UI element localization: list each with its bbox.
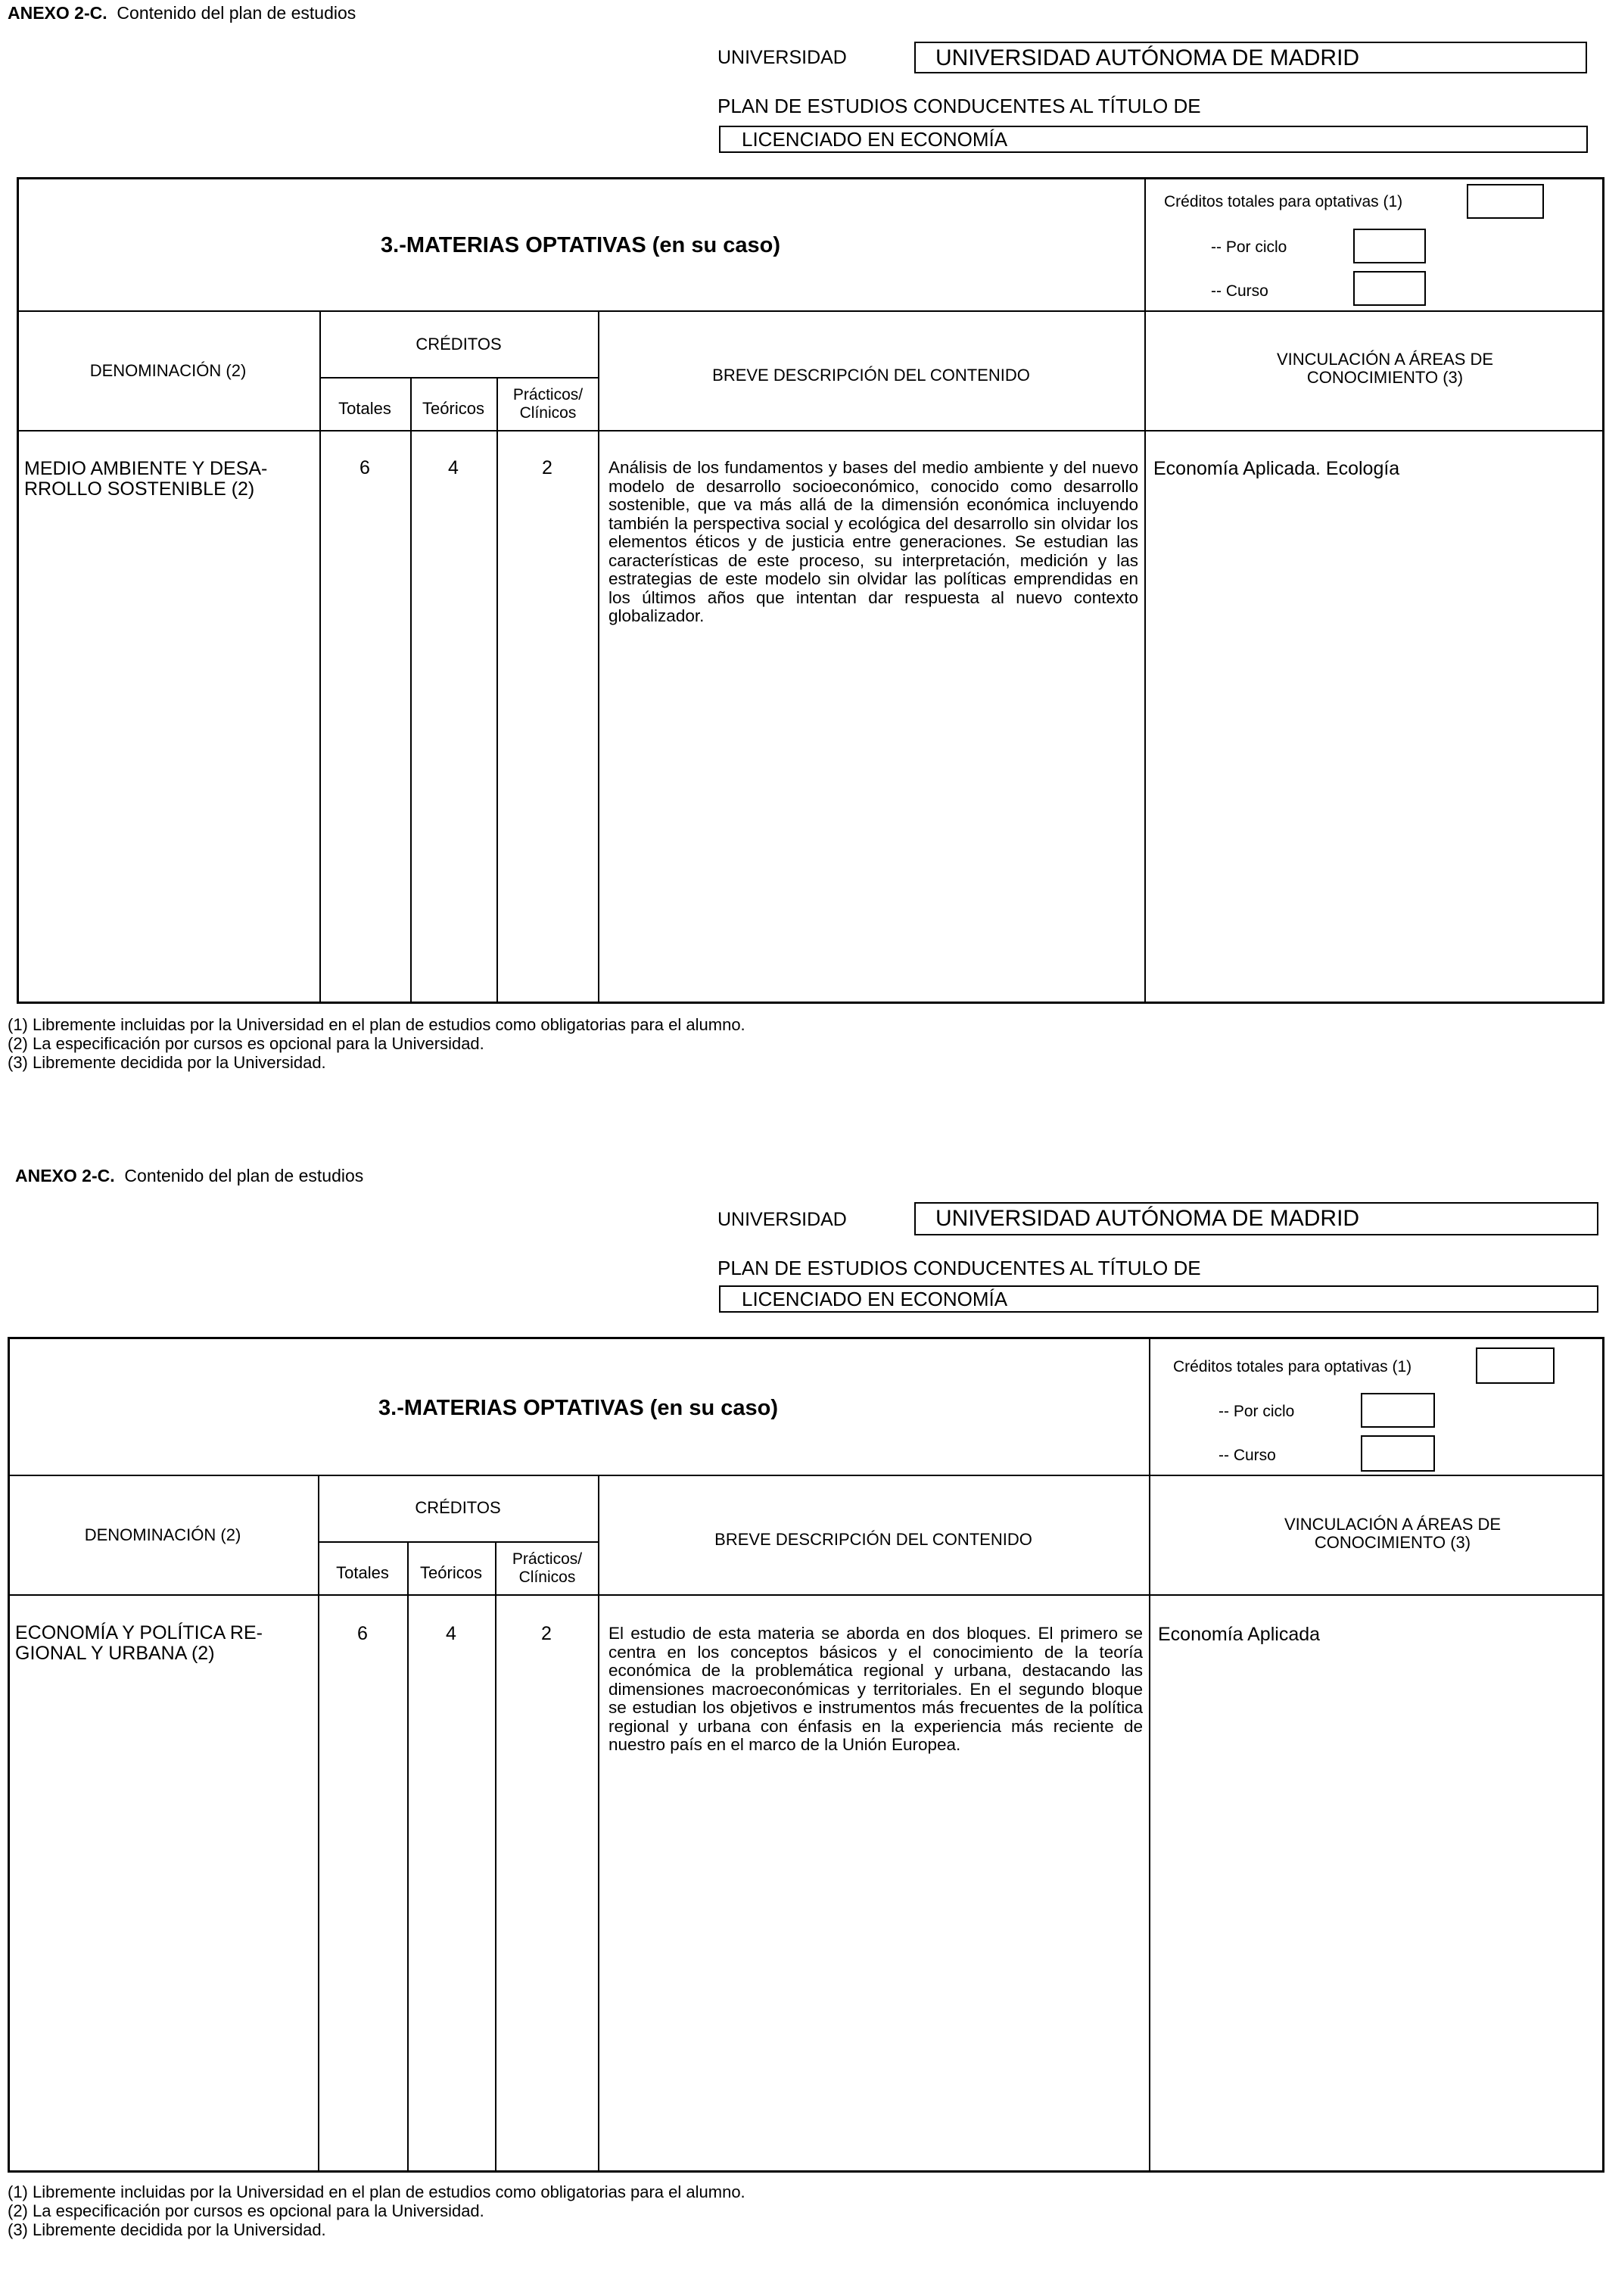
course-label: -- Curso bbox=[1219, 1447, 1276, 1464]
header-practical: Prácticos/ Clínicos bbox=[512, 386, 584, 422]
degree-box: LICENCIADO EN ECONOMÍA bbox=[719, 1285, 1598, 1313]
annex-heading bbox=[8, 3, 356, 23]
description-column-rule bbox=[598, 1475, 599, 2173]
header-bottom-rule bbox=[17, 430, 1604, 431]
header-theory: Teóricos bbox=[420, 1563, 482, 1582]
per-cycle-label: -- Por ciclo bbox=[1219, 1403, 1295, 1420]
section-title: 3.-MATERIAS OPTATIVAS (en su caso) bbox=[381, 233, 780, 257]
header-name: DENOMINACIÓN (2) bbox=[89, 361, 247, 380]
footnote-3: (3) Libremente decidida por la Universidad. bbox=[8, 2220, 326, 2239]
credits-total-label: Créditos totales para optativas (1) bbox=[1164, 193, 1403, 210]
course-box bbox=[1361, 1435, 1435, 1472]
per-cycle-box bbox=[1353, 229, 1426, 263]
header-practical: Prácticos/ Clínicos bbox=[512, 1550, 583, 1586]
header-areas: VINCULACIÓN A ÁREAS DE CONOCIMIENTO (3) bbox=[1284, 1515, 1502, 1552]
annex-label: ANEXO 2-C. bbox=[15, 1166, 115, 1185]
header-top-rule bbox=[17, 310, 1604, 312]
credits-total-box bbox=[1467, 184, 1544, 219]
header-theory: Teóricos bbox=[422, 399, 484, 418]
credits-theory: 4 bbox=[448, 457, 459, 478]
annex-label: ANEXO 2-C. bbox=[8, 3, 107, 23]
footnote-2: (2) La especificación por cursos es opcional para la Universidad. bbox=[8, 1034, 484, 1053]
knowledge-areas: Economía Aplicada bbox=[1158, 1624, 1321, 1645]
university-label: UNIVERSIDAD bbox=[717, 1209, 847, 1230]
header-description: BREVE DESCRIPCIÓN DEL CONTENIDO bbox=[714, 1530, 1032, 1549]
header-totals: Totales bbox=[336, 1563, 389, 1582]
document-page-2 bbox=[0, 1166, 1606, 2296]
subject-description: Análisis de los fundamentos y bases del medio ambiente y del nuevo modelo de desarrollo socioeconómico, conocido como desarrollo sostenible, que va más allá de la dimensión económica incluyendo también la perspectiva social y ecológica del desarrollo sin olvidar los elementos éticos y de justicia entre generaciones. Se estudian las características de este proceso, su interpretación, medición y las estrategias de este modelo sin olvidar las políticas emprendidas en los últimos años que intentan dar respuesta al nuevo contexto globalizador. bbox=[608, 458, 1138, 625]
document-page-1 bbox=[0, 0, 1606, 1130]
annex-heading bbox=[15, 1166, 363, 1186]
credits-total-label: Créditos totales para optativas (1) bbox=[1173, 1358, 1412, 1375]
subject-description: El estudio de esta materia se aborda en dos bloques. El primero se centra en los conceptos básicos y el conocimiento de la teoría económica de la problemática regional y urbana, destacando las dimensiones macroeconómicas y territoriales. En el segundo bloque se estudian los objetivos e instrumentos más frecuentes de la política regional y urbana con énfasis en la experiencia más reciente de nuestro país en el marco de la Unión Europea. bbox=[608, 1624, 1143, 1754]
university-name-box: UNIVERSIDAD AUTÓNOMA DE MADRID bbox=[914, 1202, 1598, 1235]
footnote-1: (1) Libremente incluidas por la Universidad en el plan de estudios como obligatorias para el alumno. bbox=[8, 2182, 745, 2201]
header-description: BREVE DESCRIPCIÓN DEL CONTENIDO bbox=[712, 366, 1030, 385]
credits-practical: 2 bbox=[541, 1623, 552, 1644]
header-areas: VINCULACIÓN A ÁREAS DE CONOCIMIENTO (3) bbox=[1276, 350, 1494, 387]
course-box bbox=[1353, 271, 1426, 306]
course-label: -- Curso bbox=[1211, 282, 1268, 300]
per-cycle-box bbox=[1361, 1393, 1435, 1428]
header-top-rule bbox=[8, 1475, 1604, 1476]
credits-practical: 2 bbox=[542, 457, 552, 478]
per-cycle-label: -- Por ciclo bbox=[1211, 238, 1287, 256]
plan-label: PLAN DE ESTUDIOS CONDUCENTES AL TÍTULO DE bbox=[717, 95, 1201, 117]
header-credits: CRÉDITOS bbox=[416, 335, 502, 354]
university-label: UNIVERSIDAD bbox=[717, 47, 847, 68]
section-title: 3.-MATERIAS OPTATIVAS (en su caso) bbox=[378, 1396, 778, 1420]
credits-total-box bbox=[1476, 1347, 1555, 1384]
header-totals: Totales bbox=[338, 399, 391, 418]
areas-column-rule bbox=[1144, 177, 1146, 1004]
footnote-2: (2) La especificación por cursos es opcional para la Universidad. bbox=[8, 2201, 484, 2220]
footnote-1: (1) Libremente incluidas por la Universidad en el plan de estudios como obligatorias para el alumno. bbox=[8, 1015, 745, 1034]
header-name: DENOMINACIÓN (2) bbox=[84, 1525, 241, 1544]
areas-column-rule bbox=[1149, 1337, 1150, 2173]
knowledge-areas: Economía Aplicada. Ecología bbox=[1153, 458, 1400, 479]
annex-text: Contenido del plan de estudios bbox=[124, 1166, 364, 1185]
credits-totals: 6 bbox=[357, 1623, 368, 1644]
header-bottom-rule bbox=[8, 1594, 1604, 1596]
degree-box: LICENCIADO EN ECONOMÍA bbox=[719, 126, 1588, 153]
header-credits: CRÉDITOS bbox=[415, 1498, 501, 1517]
credits-totals: 6 bbox=[359, 457, 370, 478]
credits-theory: 4 bbox=[446, 1623, 456, 1644]
credits-sub-rule bbox=[319, 377, 598, 379]
plan-label: PLAN DE ESTUDIOS CONDUCENTES AL TÍTULO DE bbox=[717, 1257, 1201, 1279]
description-column-rule bbox=[598, 310, 599, 1004]
credits-sub-rule bbox=[318, 1541, 598, 1543]
subject-name: MEDIO AMBIENTE Y DESA-RROLLO SOSTENIBLE (2) bbox=[24, 458, 268, 500]
subject-name: ECONOMÍA Y POLÍTICA RE-GIONAL Y URBANA (2) bbox=[15, 1622, 263, 1664]
annex-text: Contenido del plan de estudios bbox=[117, 3, 356, 23]
university-name-box: UNIVERSIDAD AUTÓNOMA DE MADRID bbox=[914, 42, 1587, 73]
footnote-3: (3) Libremente decidida por la Universidad. bbox=[8, 1053, 326, 1072]
